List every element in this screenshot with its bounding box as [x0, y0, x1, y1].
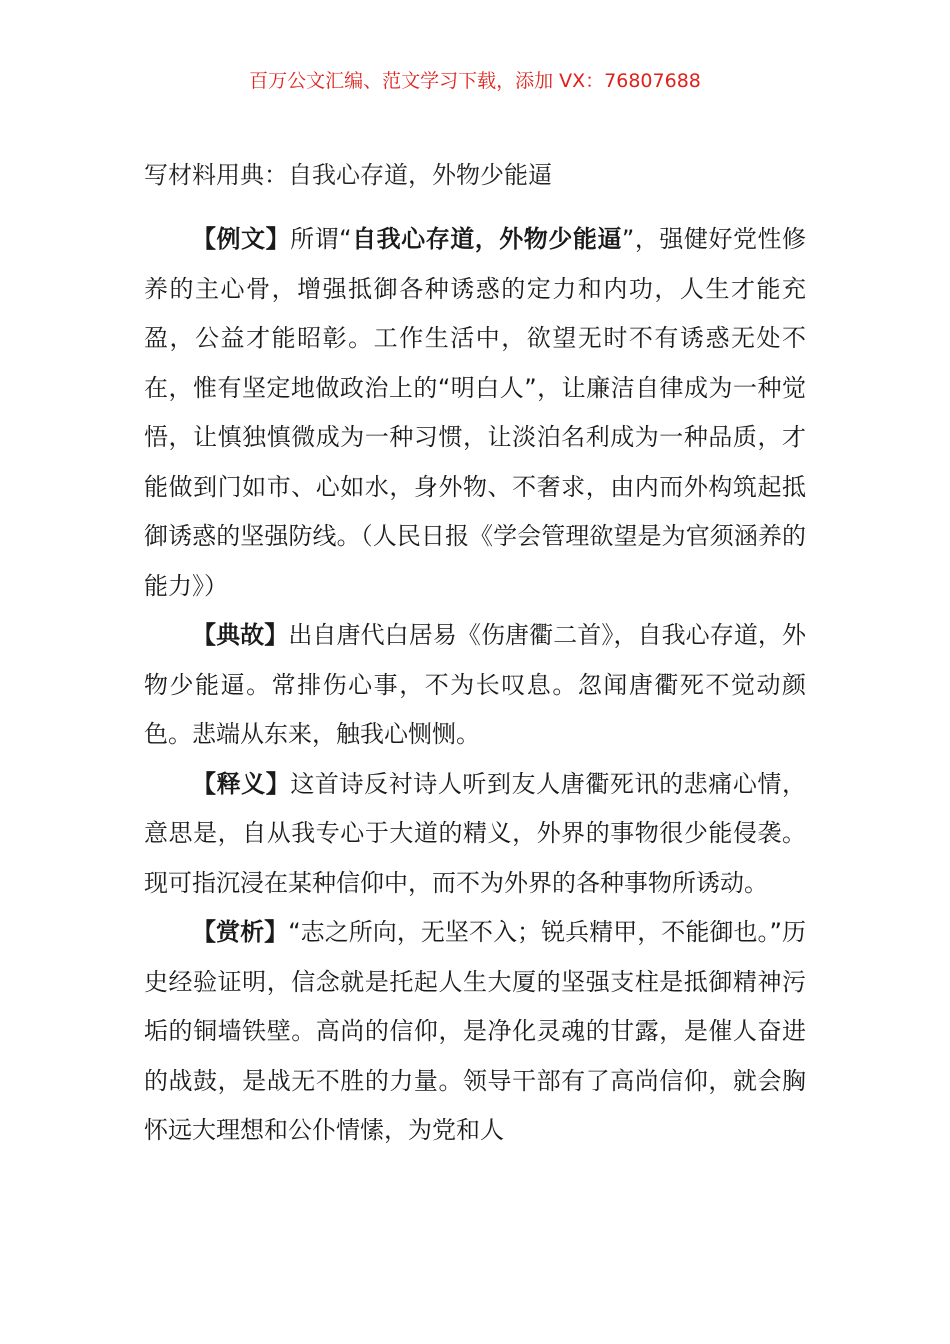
meaning-tag: 【释义】	[192, 769, 291, 798]
header-banner: 百万公文汇编、范文学习下载，添加 VX：76807688	[249, 70, 701, 92]
example-tag: 【例文】	[192, 225, 291, 253]
allusion-text: 出自唐代白居易《伤唐衢二首》，自我心存道，外物少能逼。常排伤心事，不为长叹息。忽闻唐衢死不觉动颜色。悲端从东来，触我心恻恻。	[144, 621, 807, 748]
document-body	[144, 215, 806, 1156]
meaning-text: 这首诗反衬诗人听到友人唐衢死讯的悲痛心情，意思是，自从我专心于大道的精义，外界的事物很少能侵袭。现可指沉浸在某种信仰中，而不为外界的各种事物所诱动。	[144, 769, 807, 897]
example-quote: 自我心存道，外物少能逼	[351, 225, 622, 253]
example-text: ”，强健好党性修养的主心骨，增强抵御各种诱惑的定力和内功，人生才能充盈，公益才能昭彰。工作生活中，欲望无时不有诱惑无处不在，惟有坚定地做政治上的“明白人”，让廉洁自律成为一种觉悟，让慎独慎微成为一种习惯，让淡泊名利成为一种品质，才能做到门如市、心如水，身外物、不奢求，由内而外构筑起抵御诱惑的坚强防线。（人民日报《学会管理欲望是为官须涵养的能力》）	[144, 225, 807, 600]
example-lead: 所谓“	[290, 225, 352, 253]
allusion-tag: 【典故】	[192, 621, 289, 649]
paragraph-example	[144, 215, 806, 611]
paragraph-analysis	[144, 908, 806, 1156]
analysis-text: “志之所向，无坚不入；锐兵精甲，不能御也。”历史经验证明，信念就是托起人生大厦的坚强支柱是抵御精神污垢的铜墙铁壁。高尚的信仰，是净化灵魂的甘露，是催人奋进的战鼓，是战无不胜的力量。领导干部有了高尚信仰，就会胸怀远大理想和公仆情愫，为党和人	[144, 918, 807, 1144]
paragraph-meaning	[144, 760, 806, 909]
document-title: 写材料用典：自我心存道，外物少能逼	[144, 161, 552, 189]
analysis-tag: 【赏析】	[192, 918, 289, 946]
paragraph-allusion	[144, 611, 806, 760]
